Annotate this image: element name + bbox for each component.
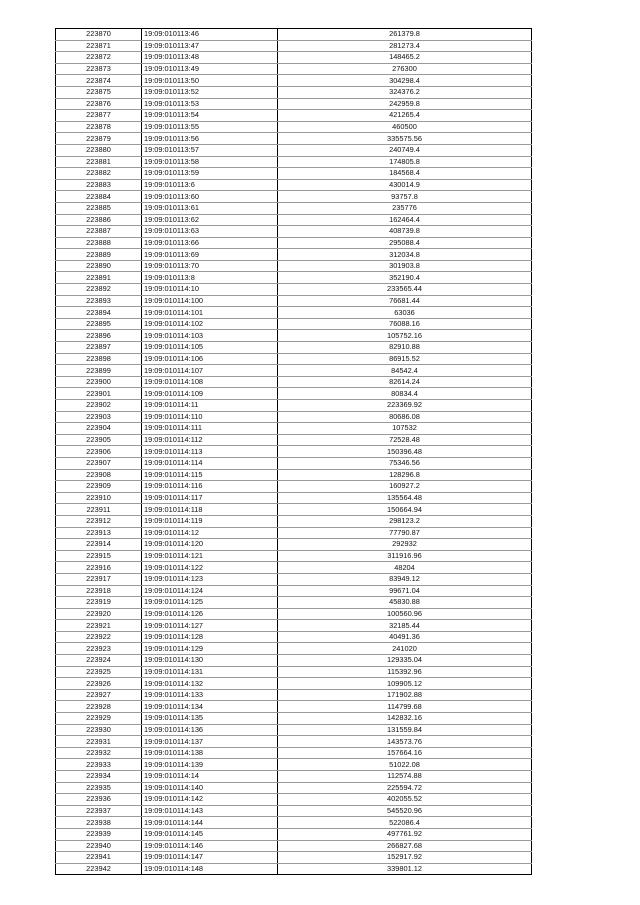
value-cell: 301903.8 [278,260,532,272]
table-row [56,75,532,87]
row-id-cell: 223877 [56,110,142,122]
table-row [56,168,532,180]
value-cell: 304298.4 [278,75,532,87]
cadastral-number-cell: 19:09:010114:113 [142,446,278,458]
table-row [56,759,532,771]
cadastral-number-cell: 19:09:010113:66 [142,237,278,249]
table-row [56,110,532,122]
value-cell: 421265.4 [278,110,532,122]
row-id-cell: 223922 [56,631,142,643]
row-id-cell: 223925 [56,666,142,678]
table-row [56,202,532,214]
cadastral-number-cell: 19:09:010114:131 [142,666,278,678]
cadastral-number-cell: 19:09:010114:115 [142,469,278,481]
value-cell: 51022.08 [278,759,532,771]
row-id-cell: 223887 [56,226,142,238]
table-row [56,388,532,400]
table-row [56,515,532,527]
table-row [56,597,532,609]
cadastral-number-cell: 19:09:010114:123 [142,573,278,585]
value-cell: 109905.12 [278,678,532,690]
row-id-cell: 223926 [56,678,142,690]
cadastral-number-cell: 19:09:010114:146 [142,840,278,852]
cadastral-number-cell: 19:09:010114:127 [142,620,278,632]
table-row [56,400,532,412]
table-row [56,40,532,52]
row-id-cell: 223913 [56,527,142,539]
table-row [56,318,532,330]
cadastral-number-cell: 19:09:010113:46 [142,29,278,41]
cadastral-number-cell: 19:09:010114:10 [142,284,278,296]
cadastral-number-cell: 19:09:010113:61 [142,202,278,214]
cadastral-number-cell: 19:09:010114:12 [142,527,278,539]
table-row [56,179,532,191]
row-id-cell: 223901 [56,388,142,400]
row-id-cell: 223876 [56,98,142,110]
row-id-cell: 223914 [56,539,142,551]
row-id-cell: 223910 [56,492,142,504]
value-cell: 223369.92 [278,400,532,412]
cadastral-number-cell: 19:09:010114:135 [142,713,278,725]
cadastral-number-cell: 19:09:010114:142 [142,794,278,806]
row-id-cell: 223895 [56,318,142,330]
cadastral-number-cell: 19:09:010114:124 [142,585,278,597]
cadastral-number-cell: 19:09:010114:129 [142,643,278,655]
cadastral-number-cell: 19:09:010114:137 [142,736,278,748]
value-cell: 233565.44 [278,284,532,296]
row-id-cell: 223900 [56,376,142,388]
row-id-cell: 223906 [56,446,142,458]
value-cell: 63036 [278,307,532,319]
table-row [56,701,532,713]
table-row [56,226,532,238]
cadastral-number-cell: 19:09:010113:49 [142,63,278,75]
row-id-cell: 223889 [56,249,142,261]
row-id-cell: 223941 [56,852,142,864]
value-cell: 522086.4 [278,817,532,829]
table-row [56,469,532,481]
table-row [56,63,532,75]
row-id-cell: 223920 [56,608,142,620]
value-cell: 240749.4 [278,144,532,156]
table-row [56,214,532,226]
value-cell: 93757.8 [278,191,532,203]
row-id-cell: 223918 [56,585,142,597]
row-id-cell: 223902 [56,400,142,412]
cadastral-number-cell: 19:09:010113:70 [142,260,278,272]
table-row [56,121,532,133]
value-cell: 86915.52 [278,353,532,365]
table-row [56,585,532,597]
row-id-cell: 223875 [56,86,142,98]
cadastral-number-cell: 19:09:010113:69 [142,249,278,261]
value-cell: 135564.48 [278,492,532,504]
row-id-cell: 223873 [56,63,142,75]
cadastral-number-cell: 19:09:010114:14 [142,771,278,783]
value-cell: 75346.56 [278,457,532,469]
value-cell: 76088.16 [278,318,532,330]
cadastral-number-cell: 19:09:010113:47 [142,40,278,52]
cadastral-number-cell: 19:09:010114:147 [142,852,278,864]
value-cell: 408739.8 [278,226,532,238]
row-id-cell: 223874 [56,75,142,87]
row-id-cell: 223916 [56,562,142,574]
cadastral-number-cell: 19:09:010113:60 [142,191,278,203]
value-cell: 32185.44 [278,620,532,632]
value-cell: 162464.4 [278,214,532,226]
value-cell: 143573.76 [278,736,532,748]
table-row [56,631,532,643]
table-row [56,260,532,272]
value-cell: 276300 [278,63,532,75]
table-row [56,481,532,493]
table-row [56,713,532,725]
value-cell: 352190.4 [278,272,532,284]
row-id-cell: 223885 [56,202,142,214]
table-row [56,666,532,678]
row-id-cell: 223919 [56,597,142,609]
table-row [56,342,532,354]
row-id-cell: 223923 [56,643,142,655]
cadastral-number-cell: 19:09:010114:128 [142,631,278,643]
row-id-cell: 223912 [56,515,142,527]
table-row [56,643,532,655]
table-row [56,736,532,748]
value-cell: 40491.36 [278,631,532,643]
cadastral-number-cell: 19:09:010114:11 [142,400,278,412]
cadastral-number-cell: 19:09:010114:114 [142,457,278,469]
value-cell: 82614.24 [278,376,532,388]
cadastral-number-cell: 19:09:010114:138 [142,747,278,759]
row-id-cell: 223904 [56,423,142,435]
value-cell: 292932 [278,539,532,551]
value-cell: 45830.88 [278,597,532,609]
table-row [56,191,532,203]
table-row [56,794,532,806]
table-row [56,52,532,64]
value-cell: 324376.2 [278,86,532,98]
row-id-cell: 223905 [56,434,142,446]
table-row [56,330,532,342]
table-row [56,411,532,423]
row-id-cell: 223883 [56,179,142,191]
table-row [56,457,532,469]
table-row [56,573,532,585]
row-id-cell: 223898 [56,353,142,365]
cadastral-number-cell: 19:09:010114:105 [142,342,278,354]
row-id-cell: 223870 [56,29,142,41]
cadastral-number-cell: 19:09:010113:59 [142,168,278,180]
cadastral-number-cell: 19:09:010114:101 [142,307,278,319]
row-id-cell: 223938 [56,817,142,829]
table-row [56,434,532,446]
row-id-cell: 223890 [56,260,142,272]
row-id-cell: 223937 [56,805,142,817]
cadastral-number-cell: 19:09:010114:107 [142,365,278,377]
table-row [56,678,532,690]
table-row [56,284,532,296]
row-id-cell: 223915 [56,550,142,562]
row-id-cell: 223891 [56,272,142,284]
value-cell: 261379.8 [278,29,532,41]
row-id-cell: 223921 [56,620,142,632]
table-row [56,817,532,829]
value-cell: 235776 [278,202,532,214]
row-id-cell: 223886 [56,214,142,226]
row-id-cell: 223909 [56,481,142,493]
value-cell: 312034.8 [278,249,532,261]
row-id-cell: 223911 [56,504,142,516]
table-row [56,144,532,156]
cadastral-number-cell: 19:09:010113:53 [142,98,278,110]
value-cell: 76681.44 [278,295,532,307]
row-id-cell: 223899 [56,365,142,377]
value-cell: 241020 [278,643,532,655]
value-cell: 80834.4 [278,388,532,400]
cadastral-number-cell: 19:09:010113:55 [142,121,278,133]
value-cell: 99671.04 [278,585,532,597]
cadastral-number-cell: 19:09:010114:132 [142,678,278,690]
value-cell: 545520.96 [278,805,532,817]
value-cell: 460500 [278,121,532,133]
row-id-cell: 223931 [56,736,142,748]
table-row [56,550,532,562]
value-cell: 115392.96 [278,666,532,678]
table-row [56,156,532,168]
row-id-cell: 223871 [56,40,142,52]
data-table [55,28,532,875]
table-row [56,840,532,852]
value-cell: 266827.68 [278,840,532,852]
row-id-cell: 223881 [56,156,142,168]
cadastral-number-cell: 19:09:010114:121 [142,550,278,562]
cadastral-number-cell: 19:09:010114:120 [142,539,278,551]
row-id-cell: 223942 [56,863,142,875]
table-row [56,365,532,377]
row-id-cell: 223917 [56,573,142,585]
table-row [56,86,532,98]
cadastral-number-cell: 19:09:010114:140 [142,782,278,794]
value-cell: 128296.8 [278,469,532,481]
table-row [56,492,532,504]
row-id-cell: 223878 [56,121,142,133]
table-row [56,423,532,435]
row-id-cell: 223929 [56,713,142,725]
row-id-cell: 223933 [56,759,142,771]
value-cell: 295088.4 [278,237,532,249]
table-row [56,771,532,783]
table-row [56,747,532,759]
value-cell: 152917.92 [278,852,532,864]
cadastral-number-cell: 19:09:010114:118 [142,504,278,516]
cadastral-number-cell: 19:09:010113:50 [142,75,278,87]
value-cell: 311916.96 [278,550,532,562]
table-row [56,724,532,736]
cadastral-number-cell: 19:09:010114:125 [142,597,278,609]
value-cell: 225594.72 [278,782,532,794]
row-id-cell: 223893 [56,295,142,307]
cadastral-number-cell: 19:09:010114:112 [142,434,278,446]
table-row [56,863,532,875]
table-row [56,782,532,794]
row-id-cell: 223936 [56,794,142,806]
value-cell: 335575.56 [278,133,532,145]
table-row [56,562,532,574]
table-row [56,527,532,539]
row-id-cell: 223872 [56,52,142,64]
table-row [56,608,532,620]
cadastral-number-cell: 19:09:010114:134 [142,701,278,713]
cadastral-number-cell: 19:09:010113:56 [142,133,278,145]
row-id-cell: 223930 [56,724,142,736]
row-id-cell: 223924 [56,655,142,667]
table-row [56,98,532,110]
value-cell: 72528.48 [278,434,532,446]
table-row [56,504,532,516]
cadastral-number-cell: 19:09:010114:106 [142,353,278,365]
value-cell: 150396.48 [278,446,532,458]
data-table-body [56,29,532,875]
cadastral-number-cell: 19:09:010113:63 [142,226,278,238]
table-row [56,237,532,249]
value-cell: 339801.12 [278,863,532,875]
value-cell: 242959.8 [278,98,532,110]
cadastral-number-cell: 19:09:010114:102 [142,318,278,330]
table-row [56,272,532,284]
cadastral-number-cell: 19:09:010113:58 [142,156,278,168]
table-row [56,446,532,458]
value-cell: 157664.16 [278,747,532,759]
row-id-cell: 223896 [56,330,142,342]
row-id-cell: 223903 [56,411,142,423]
value-cell: 112574.88 [278,771,532,783]
value-cell: 105752.16 [278,330,532,342]
cadastral-number-cell: 19:09:010114:100 [142,295,278,307]
cadastral-number-cell: 19:09:010114:145 [142,828,278,840]
table-row [56,29,532,41]
value-cell: 184568.4 [278,168,532,180]
table-row [56,852,532,864]
value-cell: 174805.8 [278,156,532,168]
row-id-cell: 223884 [56,191,142,203]
value-cell: 150664.94 [278,504,532,516]
value-cell: 80686.08 [278,411,532,423]
cadastral-number-cell: 19:09:010114:109 [142,388,278,400]
cadastral-number-cell: 19:09:010114:130 [142,655,278,667]
cadastral-number-cell: 19:09:010114:143 [142,805,278,817]
row-id-cell: 223888 [56,237,142,249]
cadastral-number-cell: 19:09:010113:54 [142,110,278,122]
cadastral-number-cell: 19:09:010113:6 [142,179,278,191]
row-id-cell: 223939 [56,828,142,840]
value-cell: 48204 [278,562,532,574]
value-cell: 497761.92 [278,828,532,840]
cadastral-number-cell: 19:09:010113:62 [142,214,278,226]
cadastral-number-cell: 19:09:010114:108 [142,376,278,388]
cadastral-number-cell: 19:09:010114:148 [142,863,278,875]
value-cell: 430014.9 [278,179,532,191]
value-cell: 160927.2 [278,481,532,493]
cadastral-number-cell: 19:09:010114:111 [142,423,278,435]
row-id-cell: 223879 [56,133,142,145]
cadastral-number-cell: 19:09:010114:117 [142,492,278,504]
value-cell: 281273.4 [278,40,532,52]
value-cell: 114799.68 [278,701,532,713]
value-cell: 131559.84 [278,724,532,736]
row-id-cell: 223892 [56,284,142,296]
cadastral-number-cell: 19:09:010114:144 [142,817,278,829]
cadastral-number-cell: 19:09:010113:57 [142,144,278,156]
row-id-cell: 223897 [56,342,142,354]
table-row [56,133,532,145]
cadastral-number-cell: 19:09:010114:116 [142,481,278,493]
row-id-cell: 223908 [56,469,142,481]
row-id-cell: 223935 [56,782,142,794]
value-cell: 77790.87 [278,527,532,539]
table-row [56,376,532,388]
row-id-cell: 223907 [56,457,142,469]
table-row [56,655,532,667]
cadastral-number-cell: 19:09:010113:8 [142,272,278,284]
value-cell: 148465.2 [278,52,532,64]
value-cell: 82910.88 [278,342,532,354]
row-id-cell: 223880 [56,144,142,156]
cadastral-number-cell: 19:09:010114:110 [142,411,278,423]
row-id-cell: 223927 [56,689,142,701]
value-cell: 142832.16 [278,713,532,725]
cadastral-number-cell: 19:09:010113:48 [142,52,278,64]
table-row [56,295,532,307]
value-cell: 298123.2 [278,515,532,527]
value-cell: 171902.88 [278,689,532,701]
table-row [56,307,532,319]
cadastral-number-cell: 19:09:010114:103 [142,330,278,342]
row-id-cell: 223940 [56,840,142,852]
cadastral-number-cell: 19:09:010113:52 [142,86,278,98]
table-row [56,249,532,261]
table-row [56,353,532,365]
cadastral-number-cell: 19:09:010114:126 [142,608,278,620]
row-id-cell: 223928 [56,701,142,713]
cadastral-number-cell: 19:09:010114:133 [142,689,278,701]
row-id-cell: 223882 [56,168,142,180]
value-cell: 129335.04 [278,655,532,667]
value-cell: 107532 [278,423,532,435]
value-cell: 100560.96 [278,608,532,620]
table-row [56,689,532,701]
table-row [56,805,532,817]
table-row [56,620,532,632]
value-cell: 402055.52 [278,794,532,806]
value-cell: 84542.4 [278,365,532,377]
cadastral-number-cell: 19:09:010114:119 [142,515,278,527]
row-id-cell: 223894 [56,307,142,319]
row-id-cell: 223932 [56,747,142,759]
cadastral-number-cell: 19:09:010114:136 [142,724,278,736]
table-row [56,539,532,551]
row-id-cell: 223934 [56,771,142,783]
table-row [56,828,532,840]
value-cell: 83949.12 [278,573,532,585]
cadastral-number-cell: 19:09:010114:122 [142,562,278,574]
cadastral-number-cell: 19:09:010114:139 [142,759,278,771]
